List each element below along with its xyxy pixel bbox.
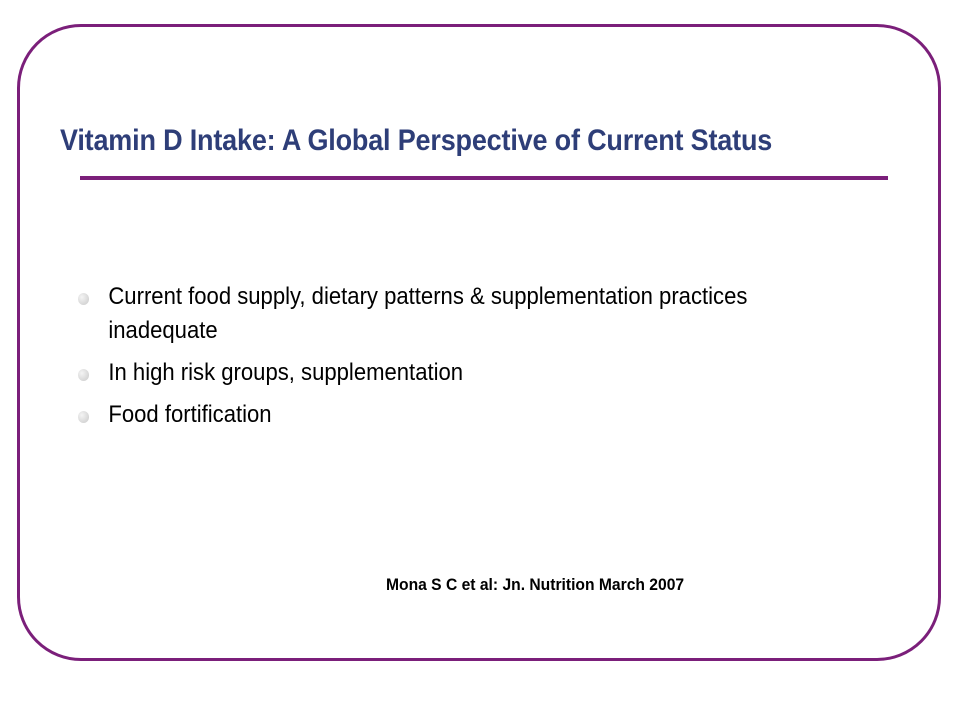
bullet-item-food-supply [78, 280, 771, 348]
bullet-item-high-risk [78, 356, 771, 390]
bullet-list [78, 280, 831, 440]
bullet-item-fortification [78, 398, 771, 432]
bullet-dot-icon [78, 411, 89, 423]
bullet-dot-icon [78, 369, 89, 381]
bullet-dot-icon [78, 293, 89, 305]
title-underline [80, 176, 888, 180]
bullet-text: Current food supply, dietary patterns & supplementation practices inadequate [108, 283, 748, 344]
citation: Mona S C et al: Jn. Nutrition March 2007 [386, 575, 685, 594]
slide-title: Vitamin D Intake: A Global Perspective of Current Status [60, 124, 773, 157]
bullet-text: In high risk groups, supplementation [108, 359, 464, 386]
bullet-text: Food fortification [108, 401, 272, 428]
